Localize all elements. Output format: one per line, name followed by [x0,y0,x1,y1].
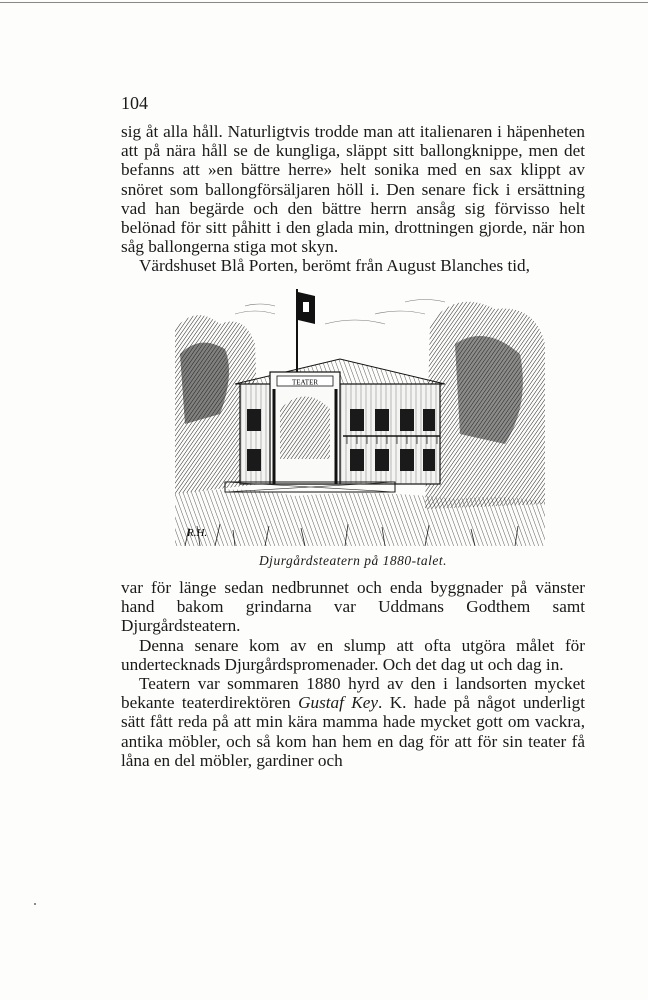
name-emphasis: Gustaf Key [298,693,379,713]
paragraph: sig åt alla håll. Naturligtvis trodde man att italienaren i häpenheten att på nära håll se de kungliga, släppt sitt ballongknippe, men det befanns att »en bättre herre» helt sonika med en sax klippt av snöret som ballongförsäljaren höll i. Den senare fick i ersättning vad han begärde och den bättre herrn ansåg sig förvisso helt belönad för sitt påhitt i den glada min, drottningen gjorde, när hon såg ballongerna stiga mot skyn. [121,122,585,257]
page-number: 104 [121,93,148,113]
paragraph: Denna senare kom av en slump att ofta utgöra målet för undertecknads Djurgårdspromenader. Och det dag ut och dag in. [121,635,585,674]
paper-speck [34,903,36,905]
figure-caption: Djurgårdsteatern på 1880-talet. [258,553,448,568]
engraving-illustration [175,284,545,546]
top-rule [0,2,648,3]
paragraph [121,674,585,770]
text-block-top [121,122,585,276]
paragraph-text: Teatern var sommaren 1880 hyrd av den i landsorten mycket bekante teaterdirektören [121,674,585,713]
paragraph: var för länge sedan nedbrunnet och enda byggnader på vänster hand bakom grindarna var Uddmans Godthem samt Djurgårdsteatern. [121,578,585,636]
text-block-bottom [121,578,585,770]
theater-sign-text: TEATER [291,378,319,387]
artist-signature: R.H. [187,527,208,539]
illustration-djurgardsteatern [175,284,545,546]
paragraph: Värdshuset Blå Porten, berömt från August Blanches tid, [139,256,530,276]
paragraph-text-tail: . K. hade på något underligt sätt fått reda på att min kära mamma hade mycket gott om vackra, antika möbler, och så kom han hem en dag för att för sin teater få låna en del möbler, gardiner och [121,693,586,770]
